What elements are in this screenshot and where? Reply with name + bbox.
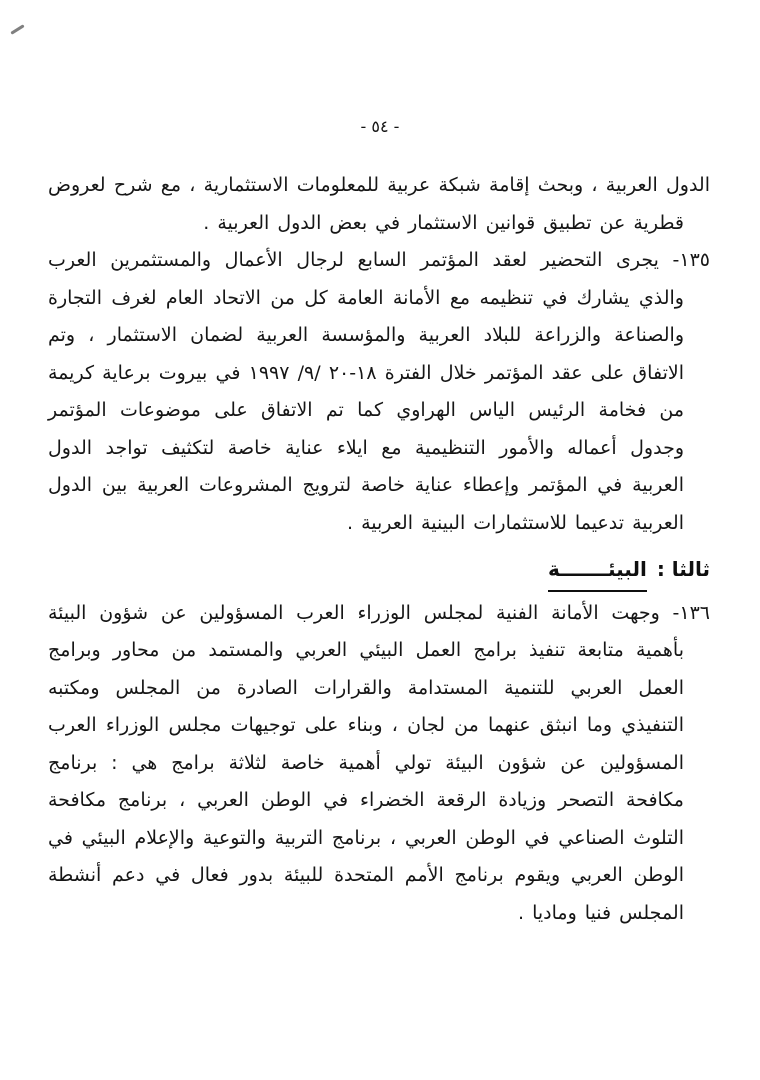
scan-artifact — [10, 24, 24, 34]
item-136-text: وجهت الأمانة الفنية لمجلس الوزراء العرب المسؤولين عن شؤون البيئة بأهمية متابعة تنفيذ برامج العمل البيئي العربي والمستمد من محاور وبرامج العمل العربي للتنمية المستدامة والقرارات الصادرة من المجلس ومكتبه التنفيذي وما انبثق عنهما من لجان ، وبناء على توجيهات مجلس الوزراء العرب المسؤولين عن شؤون البيئة تولي أهمية خاصة لثلاثة برامج هي : برنامج مكافحة التصحر وزيادة الرقعة الخضراء في الوطن العربي ، برنامج مكافحة التلوث الصناعي في الوطن العربي ، برنامج التربية والتوعية والإعلام البيئي في الوطن العربي ويقوم برنامج الأمم المتحدة للبيئة بدور فعال في دعم أنشطة المجلس فنيا وماديا . — [48, 601, 684, 924]
paragraph-item-135 — [48, 242, 710, 542]
section-heading — [48, 551, 710, 592]
section-heading-title: البيئـــــــة — [548, 551, 647, 592]
item-136-number: ١٣٦- — [672, 601, 710, 624]
document-content — [48, 167, 710, 932]
item-135-number: ١٣٥- — [672, 249, 711, 271]
page-number: - ٥٤ - — [360, 117, 400, 136]
paragraph-item-136 — [48, 595, 710, 933]
section-heading-label: ثالثا : — [656, 557, 710, 581]
item-135-text: يجرى التحضير لعقد المؤتمر السابع لرجال الأعمال والمستثمرين العرب والذي يشارك في تنظيمه مع الأمانة العامة كل من الاتحاد العام لغرف التجارة والصناعة والزراعة للبلاد العربية والمؤسسة العربية لضمان الاستثمار ، وتم الاتفاق على عقد المؤتمر خلال الفترة ١٨-٢٠ /٩/ ١٩٩٧ في بيروت برعاية كريمة من فخامة الرئيس الياس الهراوي كما تم الاتفاق على موضوعات المؤتمر وجدول أعماله والأمور التنظيمية مع ايلاء عناية خاصة لتكثيف تواجد الدول العربية في المؤتمر وإعطاء عناية خاصة لترويج المشروعات العربية بين الدول العربية تدعيما للاستثمارات البينية العربية . — [48, 249, 684, 534]
paragraph-continuation: الدول العربية ، وبحث إقامة شبكة عربية للمعلومات الاستثمارية ، مع شرح لعروض قطرية عن تطبيق قوانين الاستثمار في بعض الدول العربية . — [48, 174, 710, 234]
